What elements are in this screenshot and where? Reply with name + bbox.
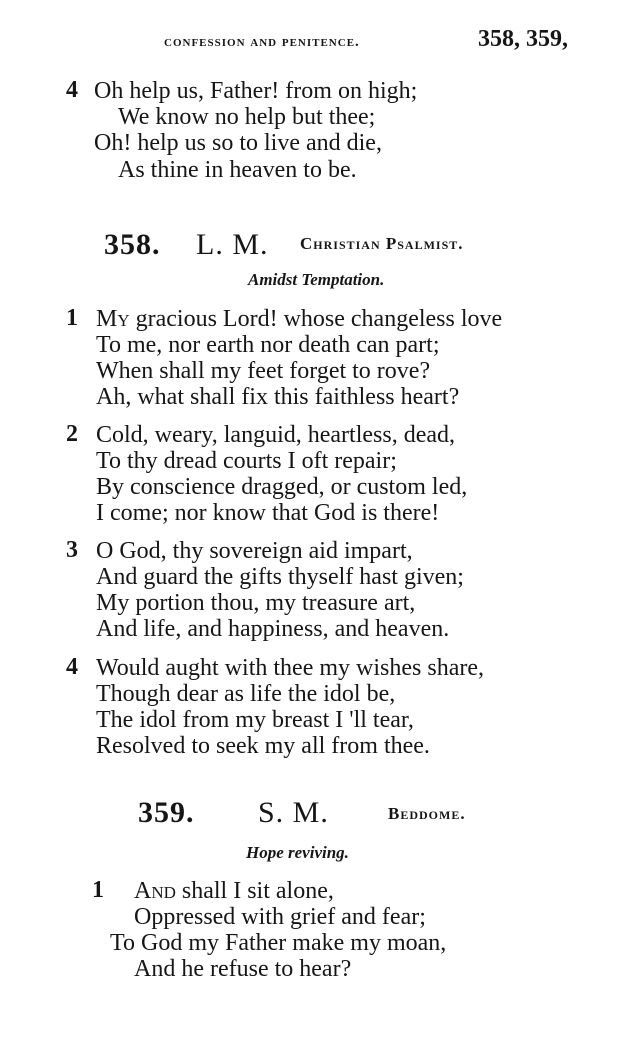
verse-line: Oh help us, Father! from on high;: [94, 78, 418, 104]
verse-line: Oh! help us so to live and die,: [94, 130, 382, 156]
verse-first-line: O God, thy sovereign aid impart,: [96, 538, 413, 564]
verse-number: 3: [66, 537, 78, 563]
verse-line: Resolved to seek my all from thee.: [96, 733, 430, 759]
verse-line: To thy dread courts I oft repair;: [96, 448, 397, 474]
verse-initial-word: My: [96, 306, 130, 332]
running-header-title: confession and penitence.: [164, 34, 360, 50]
verse-number: 1: [66, 305, 78, 331]
verse-first-line-rest: gracious Lord! whose changeless love: [129, 306, 503, 332]
verse-line: And he refuse to hear?: [134, 956, 352, 982]
hymn-359-meter: S. M.: [258, 796, 329, 829]
verse-number: 4: [66, 654, 78, 680]
verse-first-line-rest: shall I sit alone,: [175, 878, 334, 904]
verse-number: 2: [66, 421, 78, 447]
hymn-358-author: Christian Psalmist.: [300, 234, 464, 253]
hymn-359-subtitle: Hope reviving.: [246, 843, 349, 862]
verse-line: Ah, what shall fix this faithless heart?: [96, 384, 460, 410]
running-header-page-numbers: 358, 359,: [478, 26, 568, 52]
verse-line: We know no help but thee;: [118, 104, 376, 130]
verse-line: My portion thou, my treasure art,: [96, 590, 416, 616]
verse-line: The idol from my breast I 'll tear,: [96, 707, 414, 733]
verse-line: As thine in heaven to be.: [118, 157, 357, 183]
verse-first-line: [96, 306, 502, 332]
verse-line: To me, nor earth nor death can part;: [96, 332, 440, 358]
verse-first-line: [134, 878, 334, 904]
hymn-358-meter: L. M.: [196, 228, 269, 261]
verse-number: 1: [92, 877, 104, 903]
verse-line: Oppressed with grief and fear;: [134, 904, 426, 930]
verse-initial-word: And: [134, 878, 176, 904]
hymn-358-number: 358.: [104, 228, 161, 261]
verse-number: 4: [66, 77, 78, 103]
verse-line: I come; nor know that God is there!: [96, 500, 440, 526]
verse-line: And life, and happiness, and heaven.: [96, 616, 450, 642]
verse-first-line: Cold, weary, languid, heartless, dead,: [96, 422, 456, 448]
verse-line: By conscience dragged, or custom led,: [96, 474, 468, 500]
verse-first-line: Would aught with thee my wishes share,: [96, 655, 484, 681]
hymn-359-number: 359.: [138, 796, 195, 829]
verse-line: When shall my feet forget to rove?: [96, 358, 431, 384]
verse-line: And guard the gifts thyself hast given;: [96, 564, 464, 590]
verse-line: To God my Father make my moan,: [110, 930, 447, 956]
verse-line: Though dear as life the idol be,: [96, 681, 396, 707]
hymn-359-author: Beddome.: [388, 804, 466, 823]
hymn-358-subtitle: Amidst Temptation.: [248, 270, 385, 289]
